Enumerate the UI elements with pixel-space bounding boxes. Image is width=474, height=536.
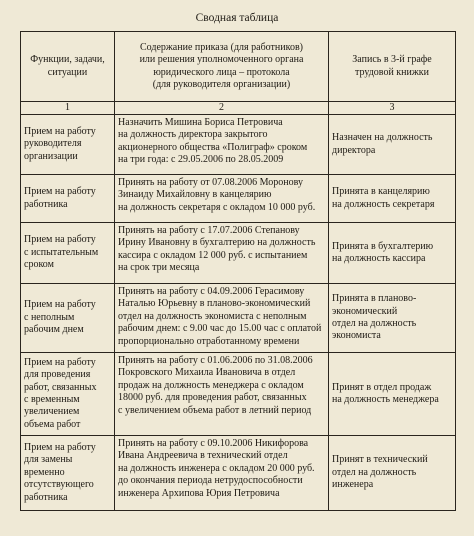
header-order-content: Содержание приказа (для работников) или решения уполномоченного органа юридического лица – протокола (для руководителя организации) — [115, 32, 329, 102]
cell-record: Назначен на должность директора — [329, 115, 456, 175]
cell-function: Прием на работу для замены временно отсутствующего работника — [21, 436, 115, 511]
cell-order: Принять на работу с 01.06.2006 по 31.08.2006 Покровского Михаила Ивановича в отдел продаж на должность менеджера с окладом 18000 руб. для проведения работ, связанных с увеличением объема работ в летний период — [115, 353, 329, 436]
column-number-row — [21, 102, 456, 115]
summary-table — [20, 31, 456, 511]
column-number: 1 — [21, 102, 115, 115]
table-row — [21, 115, 456, 175]
cell-record: Принят в технический отдел на должность инженера — [329, 436, 456, 511]
table-row — [21, 353, 456, 436]
cell-record: Принят в отдел продаж на должность менеджера — [329, 353, 456, 436]
table-row — [21, 175, 456, 223]
cell-function: Прием на работу руководителя организации — [21, 115, 115, 175]
header-functions: Функции, задачи, ситуации — [21, 32, 115, 102]
table-header-row — [21, 32, 456, 102]
header-workbook-record: Запись в 3-й графе трудовой книжки — [329, 32, 456, 102]
cell-order: Принять на работу с 09.10.2006 Никифорова Ивана Андреевича в технический отдел на должность инженера с окладом 20 000 руб. до окончания периода нетрудоспособности инженера Архипова Юрия Петровича — [115, 436, 329, 511]
cell-function: Прием на работу для проведения работ, связанных с временным увеличением объема работ — [21, 353, 115, 436]
cell-function: Прием на работу с неполным рабочим днем — [21, 284, 115, 353]
cell-record: Принята в планово- экономический отдел на должность экономиста — [329, 284, 456, 353]
cell-order: Назначить Мишина Бориса Петровича на должность директора закрытого акционерного общества «Полиграф» сроком на три года: с 29.05.2006 по 28.05.2009 — [115, 115, 329, 175]
cell-record: Принята в канцелярию на должность секретаря — [329, 175, 456, 223]
cell-function: Прием на работу с испытательным сроком — [21, 223, 115, 284]
column-number: 2 — [115, 102, 329, 115]
table-row — [21, 284, 456, 353]
column-number: 3 — [329, 102, 456, 115]
cell-order: Принять на работу с 04.09.2006 Герасимову Наталью Юрьевну в планово-экономический отдел на должность экономиста с неполным рабочим днем: с 9.00 час до 15.00 час с оплатой пропорционально отработанному времени — [115, 284, 329, 353]
cell-order: Принять на работу с 17.07.2006 Степанову Ирину Ивановну в бухгалтерию на должность кассира с окладом 12 000 руб. с испытанием на срок три месяца — [115, 223, 329, 284]
cell-function: Прием на работу работника — [21, 175, 115, 223]
table-row — [21, 223, 456, 284]
cell-order: Принять на работу от 07.08.2006 Моронову Зинаиду Михайловну в канцелярию на должность секретаря с окладом 10 000 руб. — [115, 175, 329, 223]
table-title: Сводная таблица — [195, 12, 279, 24]
cell-record: Принята в бухгалтерию на должность кассира — [329, 223, 456, 284]
table-row — [21, 436, 456, 511]
